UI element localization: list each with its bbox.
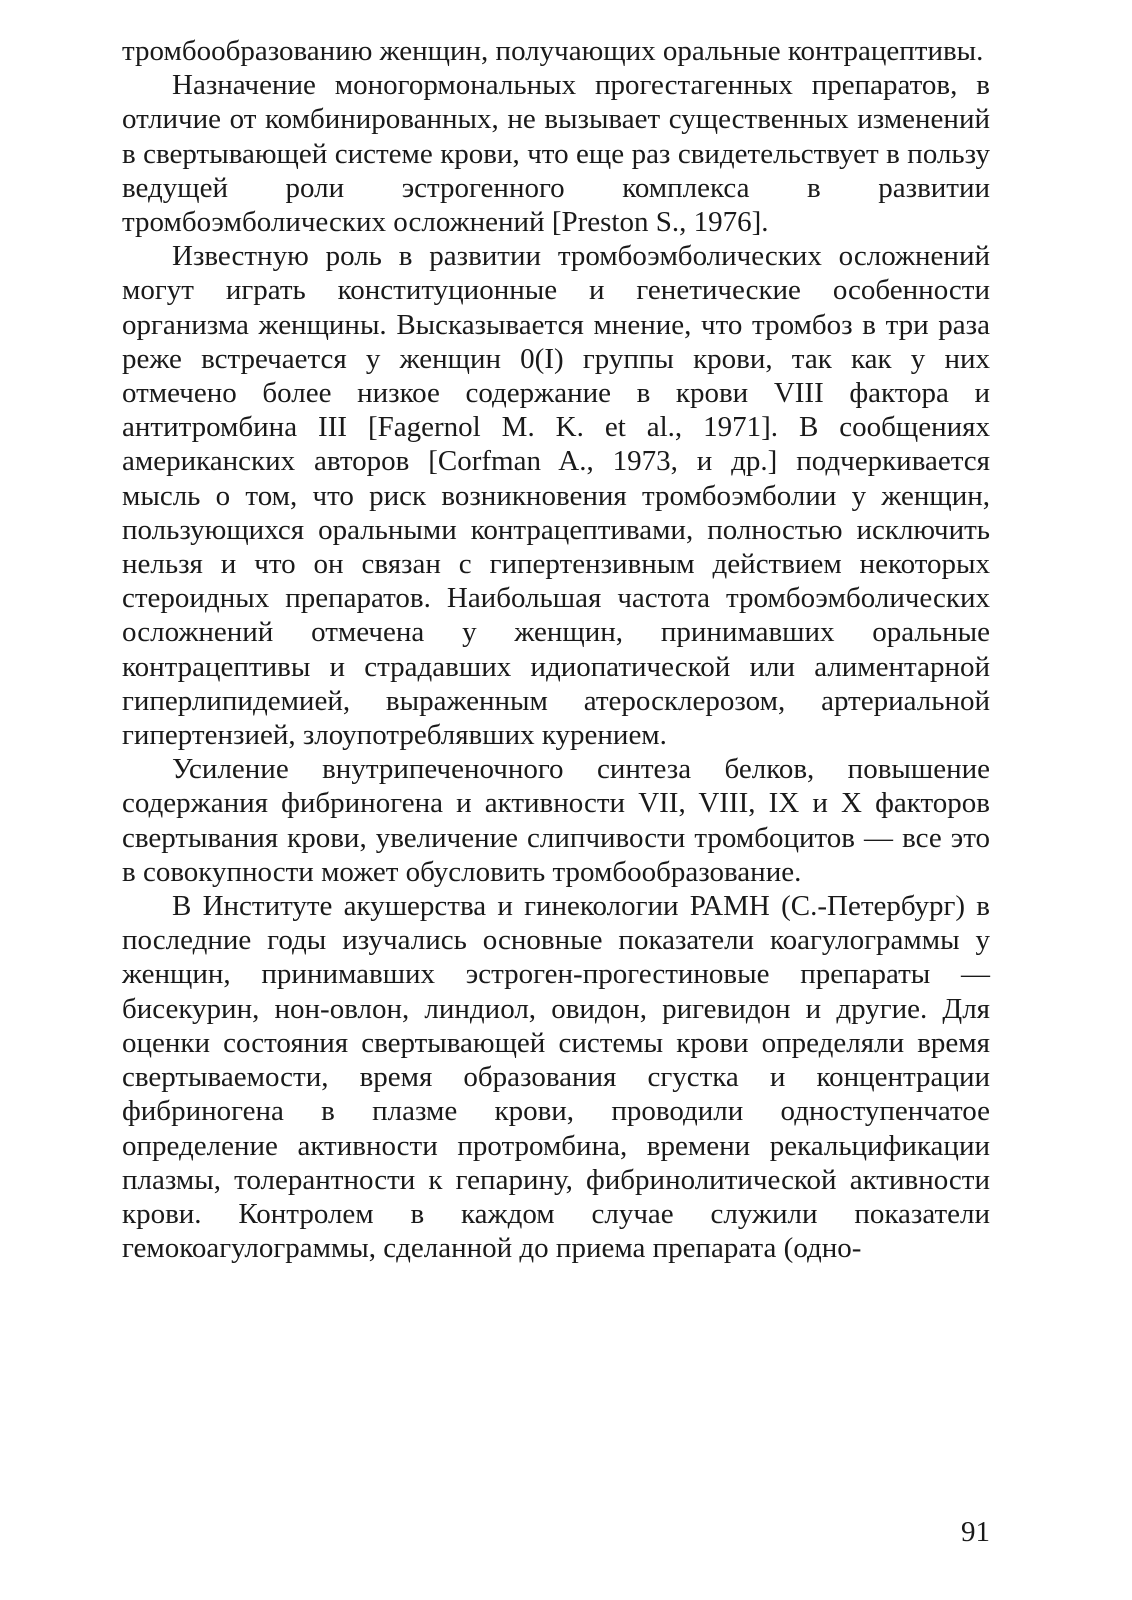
paragraph-continuation: тромбообразованию женщин, получающих оральные контрацептивы. — [122, 35, 984, 67]
page-number: 91 — [961, 1516, 990, 1548]
paragraph-synthesis: Усиление внутрипеченочного синтеза белков, повышение содержания фибриногена и активности VII, VIII, IX и X факторов свертывания крови, увеличение слипчивости тромбоцитов — все это в совокупности может обусловить тромбообразование. — [122, 753, 990, 888]
paragraph-institute-study: В Институте акушерства и гинекологии РАМН (С.-Петербург) в последние годы изучались основные показатели коагулограммы у женщин, принимавших эстроген-прогестиновые препараты — бисекурин, нон-овлон, линдиол, овидон, ригевидон и другие. Для оценки состояния свертывающей системы крови определяли время свертываемости, время образования сгустка и концентрации фибриногена в плазме крови, проводили одноступенчатое определение активности протромбина, времени рекальцификации плазмы, толерантности к гепарину, фибринолитической активности крови. Контролем в каждом случае служили показатели гемокоагулограммы, сделанной до приема препарата (одно- — [122, 890, 990, 1265]
paragraph-genetic-factors: Известную роль в развитии тромбоэмболических осложнений могут играть конституционные и генетические особенности организма женщины. Высказывается мнение, что тромбоз в три раза реже встречается у женщин 0(I) группы крови, так как у них отмечено более низкое содержание в крови VIII фактора и антитромбина III [Fagernol M. K. et al., 1971]. В сообщениях американских авторов [Corfman A., 1973, и др.] подчеркивается мысль о том, что риск возникновения тромбоэмболии у женщин, пользующихся оральными контрацептивами, полностью исключить нельзя и что он связан с гипертензивным действием некоторых стероидных препаратов. Наибольшая частота тромбоэмболических осложнений отмечена у женщин, принимавших оральные контрацептивы и страдавших идиопатической или алиментарной гиперлипидемией, выраженным атеросклерозом, артериальной гипертензией, злоупотреблявших курением. — [122, 240, 990, 752]
paragraph-progestagen: Назначение моногормональных прогестагенных препаратов, в отличие от комбинированных, не вызывает существенных изменений в свертывающей системе крови, что еще раз свидетельствует в пользу ведущей роли эстрогенного комплекса в развитии тромбоэмболических осложнений [Preston S., 1976]. — [122, 69, 990, 239]
page-text — [122, 34, 990, 1265]
